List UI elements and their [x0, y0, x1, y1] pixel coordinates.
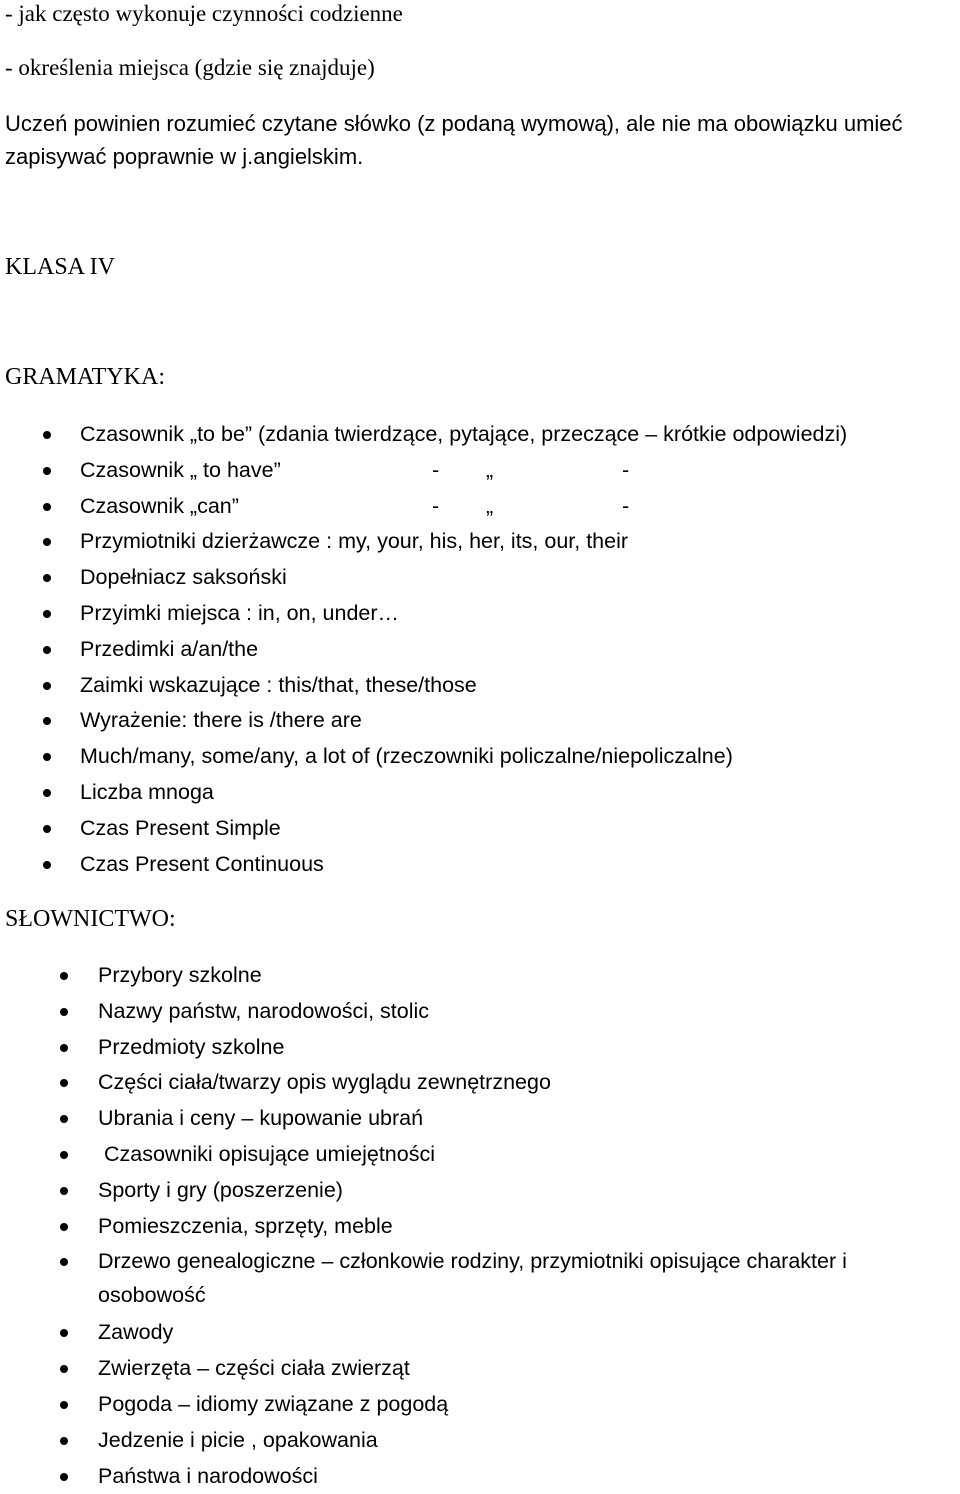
vocab-item: Przedmioty szkolne	[98, 1030, 928, 1066]
bullet-icon	[43, 825, 51, 833]
grammar-item: Wyrażenie: there is /there are	[80, 703, 847, 739]
bullet-icon	[60, 1151, 68, 1159]
vocab-item: Jedzenie i picie , opakowania	[98, 1423, 928, 1459]
bullet-icon	[60, 1401, 68, 1409]
bullet-icon	[60, 1115, 68, 1123]
grammar-list	[80, 417, 847, 882]
bullet-icon	[60, 972, 68, 980]
bullet-icon	[43, 753, 51, 761]
vocab-item: Pomieszczenia, sprzęty, meble	[98, 1209, 928, 1245]
vocab-heading: SŁOWNICTWO:	[5, 906, 176, 932]
intro-line-2: - określenia miejsca (gdzie się znajduje)	[5, 55, 375, 80]
bullet-icon	[60, 1258, 68, 1266]
grammar-item: Czas Present Simple	[80, 811, 847, 847]
grammar-item: Przyimki miejsca : in, on, under…	[80, 596, 847, 632]
vocab-item: Zawody	[98, 1315, 928, 1351]
vocab-item: Części ciała/twarzy opis wyglądu zewnętrznego	[98, 1065, 928, 1101]
grammar-item: Much/many, some/any, a lot of (rzeczowniki policzalne/niepoliczalne)	[80, 739, 847, 775]
grammar-item: Liczba mnoga	[80, 775, 847, 811]
grammar-item: Przedimki a/an/the	[80, 632, 847, 668]
vocab-item: Przybory szkolne	[98, 958, 928, 994]
bullet-icon	[60, 1473, 68, 1481]
grammar-item: Czas Present Continuous	[80, 847, 847, 883]
vocab-item: Czasowniki opisujące umiejętności	[98, 1137, 928, 1173]
grammar-item: Czasownik „to be” (zdania twierdzące, pytające, przeczące – krótkie odpowiedzi)	[80, 417, 847, 453]
bullet-icon	[43, 682, 51, 690]
bullet-icon	[60, 1223, 68, 1231]
class-heading: KLASA IV	[5, 254, 116, 280]
grammar-item: Dopełniacz saksoński	[80, 560, 847, 596]
bullet-icon	[60, 1187, 68, 1195]
intro-line-4: zapisywać poprawnie w j.angielskim.	[5, 144, 364, 169]
vocab-item: Ubrania i ceny – kupowanie ubrań	[98, 1101, 928, 1137]
bullet-icon	[43, 789, 51, 797]
vocab-item: Sporty i gry (poszerzenie)	[98, 1173, 928, 1209]
bullet-icon	[43, 646, 51, 654]
intro-line-3: Uczeń powinien rozumieć czytane słówko (z podaną wymową), ale nie ma obowiązku umieć	[5, 111, 903, 136]
bullet-icon	[60, 1437, 68, 1445]
bullet-icon	[60, 1044, 68, 1052]
bullet-icon	[43, 538, 51, 546]
grammar-item: Czasownik „can” - „ -	[80, 489, 847, 525]
intro-line-1: - jak często wykonuje czynności codzienne	[5, 1, 403, 26]
bullet-icon	[43, 503, 51, 511]
vocab-list	[98, 958, 928, 1494]
bullet-icon	[43, 861, 51, 869]
bullet-icon	[60, 1365, 68, 1373]
bullet-icon	[43, 610, 51, 618]
bullet-icon	[60, 1079, 68, 1087]
grammar-item: Czasownik „ to have” - „ -	[80, 453, 847, 489]
grammar-item: Zaimki wskazujące : this/that, these/those	[80, 668, 847, 704]
vocab-item: Nazwy państw, narodowości, stolic	[98, 994, 928, 1030]
bullet-icon	[43, 431, 51, 439]
vocab-item: Zwierzęta – części ciała zwierząt	[98, 1351, 928, 1387]
bullet-icon	[43, 574, 51, 582]
vocab-item: Państwa i narodowości	[98, 1459, 928, 1494]
bullet-icon	[43, 467, 51, 475]
bullet-icon	[43, 717, 51, 725]
vocab-item: Drzewo genealogiczne – członkowie rodziny, przymiotniki opisujące charakter i osobowość	[98, 1244, 928, 1315]
bullet-icon	[60, 1329, 68, 1337]
bullet-icon	[60, 1008, 68, 1016]
grammar-heading: GRAMATYKA:	[5, 364, 166, 390]
grammar-item: Przymiotniki dzierżawcze : my, your, his, her, its, our, their	[80, 524, 847, 560]
vocab-item: Pogoda – idiomy związane z pogodą	[98, 1387, 928, 1423]
